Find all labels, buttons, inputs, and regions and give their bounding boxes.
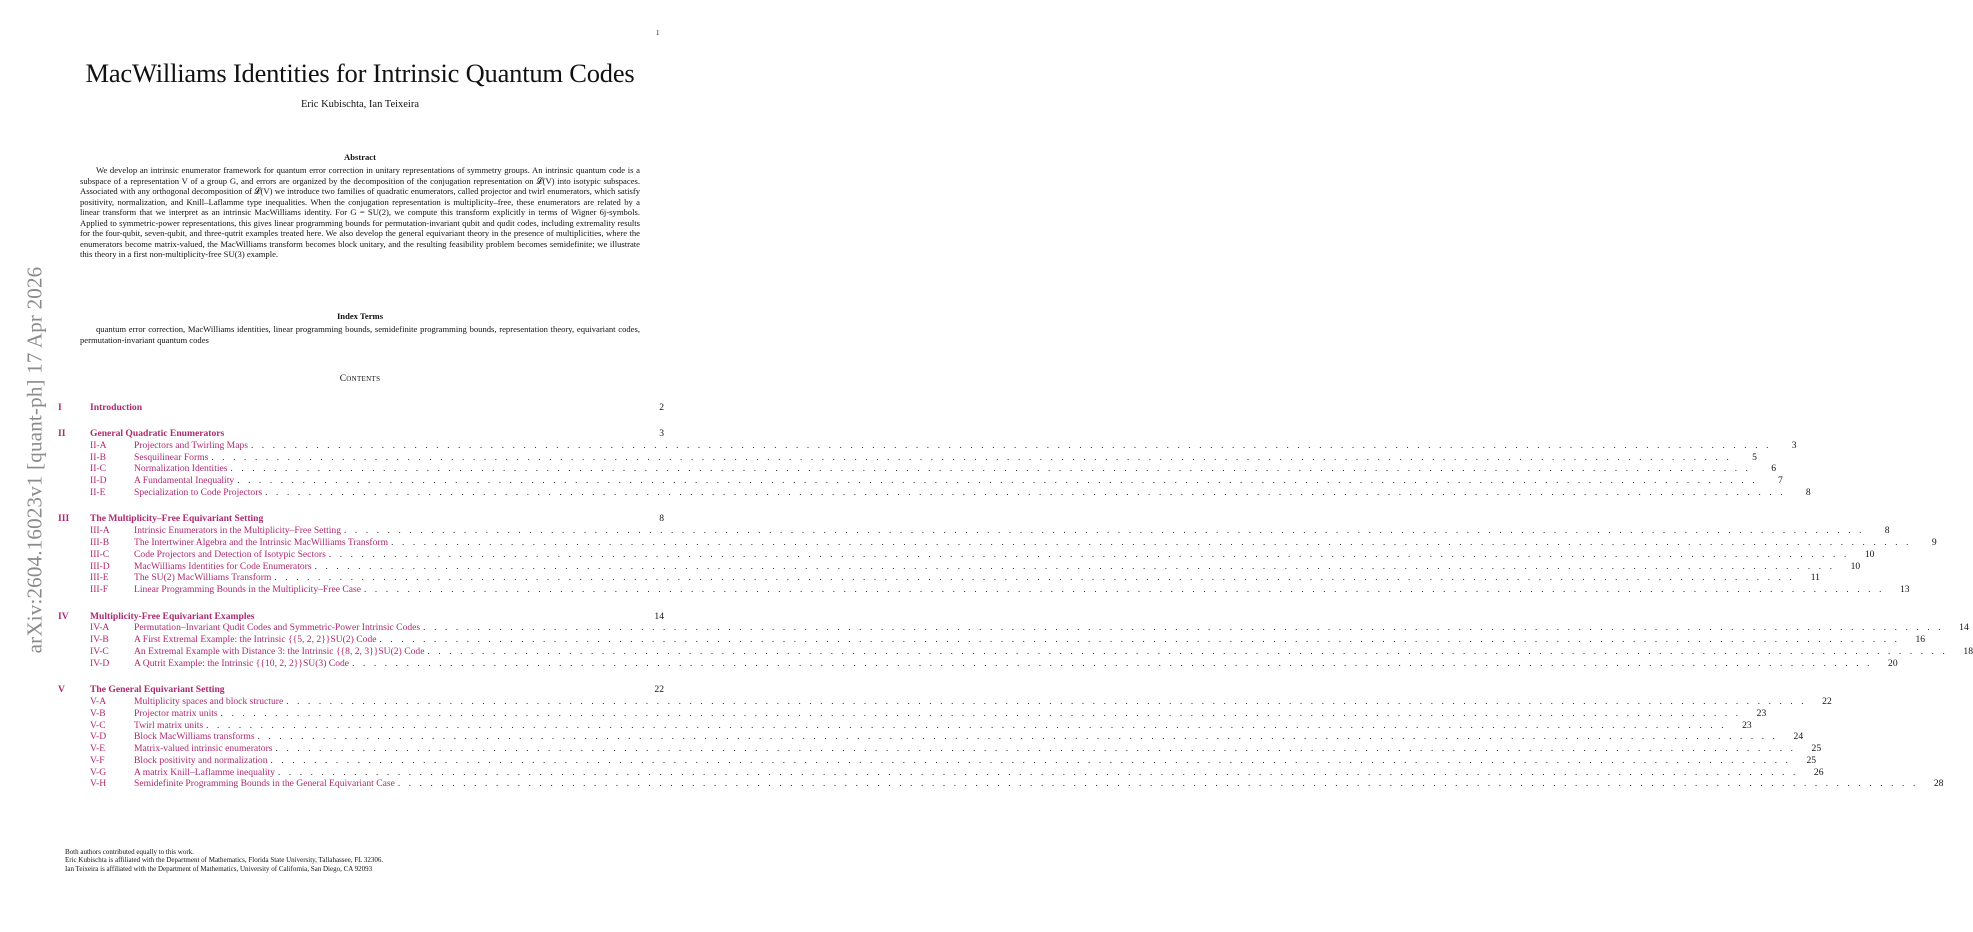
toc-subsection-link[interactable]: An Extremal Example with Distance 3: the Intrinsic {{8, 2, 3}}SU(2) Code <box>134 645 425 657</box>
toc-section-number: I <box>58 401 62 413</box>
toc-section-row[interactable] <box>58 684 664 696</box>
toc-subsection-row[interactable] <box>58 463 1777 475</box>
toc-subsection-number: IV-C <box>90 645 109 657</box>
toc-leader-dots: . . . . . . . . . . . . . . . . . . . . . . . . . . . . . . . . . . . . . . . . . . . . . . . . . . . . . . . . . . . . . . . . . . . . . . . . . . . . . . . . . . . . . . . . . . . . . . . . . . . . . . . . . . . . . . . . . . . . . . . . . . . . . . . . . . . . . . . . . . . . <box>265 486 1786 497</box>
toc-subsection-row[interactable] <box>58 439 1797 452</box>
toc-subsection-link[interactable]: Normalization Identities <box>134 463 228 475</box>
toc-subsection-number: V-C <box>90 719 106 731</box>
toc-subsection-row[interactable] <box>58 475 1783 487</box>
toc-leader-dots: . . . . . . . . . . . . . . . . . . . . . . . . . . . . . . . . . . . . . . . . . . . . . . . . . . . . . . . . . . . . . . . . . . . . . . . . . . . . . . . . . . . . . . . . . . . . . . . . . . . . . . . . . . . . . . . . . . . . . . . . . . . . . . . . . . . . . . . . . . . . <box>275 743 1797 754</box>
toc-subsection-link[interactable]: MacWilliams Identities for Code Enumerators <box>134 560 312 572</box>
toc-subsection-link[interactable]: Specialization to Code Projectors <box>134 486 263 498</box>
toc-page-number: 11 <box>1810 572 1820 584</box>
toc-subsection-number: II-C <box>90 463 106 475</box>
toc-page-number: 10 <box>1850 560 1861 572</box>
toc-subsection-row[interactable] <box>58 560 1861 573</box>
toc-section-link[interactable]: Introduction <box>90 401 143 413</box>
toc-leader-dots: . . . . . . . . . . . . . . . . . . . . . . . . . . . . . . . . . . . . . . . . . . . . . . . . . . . . . . . . . . . . . . . . . . . . . . . . . . . . . . . . . . . . . . . . . . . . . . . . . . . . . . . . . . . . . . . . . . . . . . . . . . . . . . . . . . . . . . . . . . . . <box>314 560 1836 571</box>
toc-subsection-link[interactable]: Linear Programming Bounds in the Multiplicity–Free Case <box>134 584 362 596</box>
toc-page-number: 5 <box>1752 451 1757 463</box>
toc-subsection-number: III-A <box>90 525 110 537</box>
toc-page-number: 10 <box>1864 548 1875 560</box>
toc-page-number: 8 <box>1805 486 1811 498</box>
toc-subsection-row[interactable] <box>58 754 1817 767</box>
toc-page-number: 22 <box>1822 695 1832 707</box>
toc-leader-dots: . . . . . . . . . . . . . . . . . . . . . . . . . . . . . . . . . . . . . . . . . . . . . . . . . . . . . . . . . . . . . . . . . . . . . . . . . . . . . . . . . . . . . . . . . . . . . . . . . . . . . . . . . . . . . . . . . . . . . . . . . . . . . . . . . . . . . . . . . . . . <box>286 695 1807 706</box>
index-terms-text: quantum error correction, MacWilliams identities, linear programming bounds, semidefinite programming bounds, representation theory, equivariant codes, permutation-invariant quantum codes <box>80 324 640 345</box>
paper-title: MacWilliams Identities for Intrinsic Quantum Codes <box>85 58 635 88</box>
toc-subsection-link[interactable]: A First Extremal Example: the Intrinsic {{5, 2, 2}}SU(2) Code <box>134 634 377 646</box>
toc-subsection-number: V-H <box>90 778 107 790</box>
toc-subsection-row[interactable] <box>58 766 1824 779</box>
toc-page-number: 18 <box>1963 645 1973 657</box>
toc-subsection-number: V-F <box>90 754 105 766</box>
toc-subsection-number: V-D <box>90 731 107 743</box>
toc-subsection-number: V-A <box>90 695 107 707</box>
toc-section-link[interactable]: The General Equivariant Setting <box>90 684 225 696</box>
toc-page-number: 28 <box>1933 778 1944 790</box>
toc-leader-dots: . . . . . . . . . . . . . . . . . . . . . . . . . . . . . . . . . . . . . . . . . . . . . . . . . . . . . . . . . . . . . . . . . . . . . . . . . . . . . . . . . . . . . . . . . . . . . . . . . . . . . . . . . . . . . . . . . . . . . . . . . . . . . . . . . . . . . . . . . . . . <box>423 622 1944 633</box>
toc-page-number: 23 <box>1756 707 1767 719</box>
toc-subsection-row[interactable] <box>58 778 1944 790</box>
toc-page-number: 8 <box>1884 525 1890 537</box>
toc-subsection-row[interactable] <box>58 634 1926 646</box>
toc-page-number: 14 <box>654 610 664 622</box>
toc-leader-dots: . . . . . . . . . . . . . . . . . . . . . . . . . . . . . . . . . . . . . . . . . . . . . . . . . . . . . . . . . . . . . . . . . . . . . . . . . . . . . . . . . . . . . . . . . . . . . . . . . . . . . . . . . . . . . . . . . . . . . . . . . . . . . . . . . . . . . . . . . . . . <box>220 707 1742 718</box>
toc-leader-dots: . . . . . . . . . . . . . . . . . . . . . . . . . . . . . . . . . . . . . . . . . . . . . . . . . . . . . . . . . . . . . . . . . . . . . . . . . . . . . . . . . . . . . . . . . . . . . . . . . . . . . . . . . . . . . . . . . . . . . . . . . . . . . . . . . . . . . . . . . . . . <box>206 719 1727 730</box>
toc-page-number: 26 <box>1813 766 1824 778</box>
contents-heading: Contents <box>339 374 381 384</box>
toc-page-number: 22 <box>654 684 664 696</box>
toc-leader-dots: . . . . . . . . . . . . . . . . . . . . . . . . . . . . . . . . . . . . . . . . . . . . . . . . . . . . . . . . . . . . . . . . . . . . . . . . . . . . . . . . . . . . . . . . . . . . . . . . . . . . . . . . . . . . . . . . . . . . . . . . . . . . . . . . . . . . . . . . . . . . <box>274 572 1795 583</box>
toc-subsection-number: II-E <box>90 486 106 498</box>
abstract-heading: Abstract <box>344 152 376 162</box>
toc-leader-dots: . . . . . . . . . . . . . . . . . . . . . . . . . . . . . . . . . . . . . . . . . . . . . . . . . . . . . . . . . . . . . . . . . . . . . . . . . . . . . . . . . . . . . . . . . . . . . . . . . . . . . . . . . . . . . . . . . . . . . . . . . . . . . . . . . . . . . . . . . . . . <box>328 548 1850 559</box>
toc-leader-dots: . . . . . . . . . . . . . . . . . . . . . . . . . . . . . . . . . . . . . . . . . . . . . . . . . . . . . . . . . . . . . . . . . . . . . . . . . . . . . . . . . . . . . . . . . . . . . . . . . . . . . . . . . . . . . . . . . . . . . . . . . . . . . . . . . . . . . . . . . . . . <box>427 645 1949 656</box>
toc-subsection-number: IV-D <box>90 657 110 669</box>
toc-subsection-row[interactable] <box>58 743 1822 755</box>
arxiv-stamp: arXiv:2604.16023v1 [quant-ph] 17 Apr 2026 <box>22 266 47 654</box>
toc-subsection-link[interactable]: Semidefinite Programming Bounds in the General Equivariant Case <box>134 778 395 790</box>
toc-section-row[interactable] <box>58 513 664 525</box>
toc-leader-dots: . . . . . . . . . . . . . . . . . . . . . . . . . . . . . . . . . . . . . . . . . . . . . . . . . . . . . . . . . . . . . . . . . . . . . . . . . . . . . . . . . . . . . . . . . . . . . . . . . . . . . . . . . . . . . . . . . . . . . . . . . . . . . . . . . . . . . . . . . . . . <box>257 731 1779 742</box>
toc-subsection-number: III-E <box>90 572 109 584</box>
toc-subsection-link[interactable]: Twirl matrix units <box>134 719 204 731</box>
toc-subsection-link[interactable]: Code Projectors and Detection of Isotypic Sectors <box>134 548 326 560</box>
footnote-line: Both authors contributed equally to this work. <box>65 848 194 856</box>
toc-subsection-number: III-C <box>90 548 110 560</box>
toc-page-number: 25 <box>1811 743 1822 755</box>
toc-page-number: 20 <box>1888 657 1898 669</box>
toc-section-row[interactable] <box>58 611 664 623</box>
toc-section-number: IV <box>58 610 69 622</box>
toc-subsection-row[interactable] <box>58 548 1875 561</box>
table-of-contents <box>58 398 1973 790</box>
page-number: 1 <box>656 29 660 37</box>
toc-subsection-row[interactable] <box>58 695 1832 708</box>
toc-subsection-number: V-B <box>90 707 106 719</box>
toc-page-number: 16 <box>1915 634 1926 646</box>
toc-gap <box>58 413 664 424</box>
toc-section-number: V <box>58 684 65 696</box>
footnote-line: Eric Kubischta is affiliated with the Department of Mathematics, Florida State University, Tallahassee, FL 32306. <box>65 856 384 865</box>
toc-page-number: 23 <box>1742 719 1752 731</box>
toc-subsection-link[interactable]: A Fundamental Inequality <box>134 475 235 487</box>
toc-section-row[interactable] <box>58 428 664 440</box>
toc-subsection-link[interactable]: Block positivity and normalization <box>134 754 268 766</box>
toc-subsection-row[interactable] <box>58 451 1757 464</box>
toc-subsection-link[interactable]: A Qutrit Example: the Intrinsic {{10, 2, 2}}SU(3) Code <box>134 657 350 669</box>
toc-subsection-row[interactable] <box>58 719 1752 732</box>
toc-leader-dots: . . . . . . . . . . . . . . . . . . . . . . . . . . . . . . . . . . . . . . . . . . . . . . . . . . . . . . . . . . . . . . . . . . . . . . . . . . . . . . . . . . . . . . . . . . . . . . . . . . . . . . . . . . . . . . . . . . . . . . . . . . . . . . . . . . . . . . . . . . . . <box>237 475 1758 486</box>
toc-subsection-number: II-B <box>90 451 106 463</box>
footnotes <box>65 848 655 873</box>
toc-section-number: III <box>58 513 70 525</box>
toc-subsection-row[interactable] <box>58 657 1898 670</box>
toc-page-number: 3 <box>659 427 664 439</box>
toc-subsection-link[interactable]: Intrinsic Enumerators in the Multiplicity–Free Setting <box>134 525 342 537</box>
toc-page-number: 8 <box>659 513 664 525</box>
toc-subsection-number: III-B <box>90 536 110 548</box>
toc-subsection-number: II-D <box>90 475 107 487</box>
toc-section-link[interactable]: The Multiplicity–Free Equivariant Setting <box>90 513 264 525</box>
toc-subsection-row[interactable] <box>58 707 1767 720</box>
toc-gap <box>58 596 664 607</box>
toc-leader-dots: . . . . . . . . . . . . . . . . . . . . . . . . . . . . . . . . . . . . . . . . . . . . . . . . . . . . . . . . . . . . . . . . . . . . . . . . . . . . . . . . . . . . . . . . . . . . . . . . . . . . . . . . . . . . . . . . . . . . . . . . . . . . . . . . . . . . . . . . . . . . <box>211 451 1732 462</box>
toc-subsection-row[interactable] <box>58 486 1811 499</box>
toc-subsection-number: IV-B <box>90 634 109 646</box>
toc-subsection-row[interactable] <box>58 584 1910 596</box>
footnote-line: Ian Teixeira is affiliated with the Department of Mathematics, University of California, San Diego, CA 92093 <box>65 864 373 873</box>
toc-subsection-number: V-E <box>90 743 106 755</box>
toc-gap <box>58 670 664 681</box>
toc-leader-dots: . . . . . . . . . . . . . . . . . . . . . . . . . . . . . . . . . . . . . . . . . . . . . . . . . . . . . . . . . . . . . . . . . . . . . . . . . . . . . . . . . . . . . . . . . . . . . . . . . . . . . . . . . . . . . . . . . . . . . . . . . . . . . . . . . . . . . . . . . . . . <box>251 439 1772 450</box>
toc-leader-dots: . . . . . . . . . . . . . . . . . . . . . . . . . . . . . . . . . . . . . . . . . . . . . . . . . . . . . . . . . . . . . . . . . . . . . . . . . . . . . . . . . . . . . . . . . . . . . . . . . . . . . . . . . . . . . . . . . . . . . . . . . . . . . . . . . . . . . . . . . . . . <box>230 463 1752 474</box>
toc-subsection-link[interactable]: The Intertwiner Algebra and the Intrinsic MacWilliams Transform <box>134 536 389 548</box>
toc-gap <box>58 499 664 510</box>
toc-page-number: 14 <box>1959 622 1969 634</box>
toc-subsection-number: IV-A <box>90 622 110 634</box>
toc-section-row[interactable] <box>58 402 664 414</box>
toc-subsection-link[interactable]: A matrix Knill–Laflamme inequality <box>134 766 275 778</box>
toc-subsection-link[interactable]: Permutation–Invariant Qudit Codes and Symmetric-Power Intrinsic Codes <box>134 622 421 634</box>
toc-subsection-row[interactable] <box>58 645 1973 658</box>
toc-subsection-link[interactable]: The SU(2) MacWilliams Transform <box>134 572 272 584</box>
toc-leader-dots: . . . . . . . . . . . . . . . . . . . . . . . . . . . . . . . . . . . . . . . . . . . . . . . . . . . . . . . . . . . . . . . . . . . . . . . . . . . . . . . . . . . . . . . . . . . . . . . . . . . . . . . . . . . . . . . . . . . . . . . . . . . . . . . . . . . . . . . . . . . . <box>277 766 1799 777</box>
toc-page-number: 25 <box>1806 754 1817 766</box>
toc-subsection-link[interactable]: Projectors and Twirling Maps <box>134 439 248 451</box>
toc-subsection-number: III-D <box>90 560 110 572</box>
toc-section-number: II <box>58 427 66 439</box>
toc-subsection-link[interactable]: Projector matrix units <box>134 707 218 719</box>
paper-authors: Eric Kubischta, Ian Teixeira <box>300 99 420 110</box>
toc-subsection-row[interactable] <box>58 731 1804 743</box>
toc-subsection-row[interactable] <box>58 572 1820 584</box>
toc-subsection-row[interactable] <box>58 525 1890 537</box>
toc-subsection-number: II-A <box>90 439 107 451</box>
toc-subsection-link[interactable]: Sesquilinear Forms <box>134 451 209 463</box>
toc-page-number: 13 <box>1900 584 1910 596</box>
toc-leader-dots: . . . . . . . . . . . . . . . . . . . . . . . . . . . . . . . . . . . . . . . . . . . . . . . . . . . . . . . . . . . . . . . . . . . . . . . . . . . . . . . . . . . . . . . . . . . . . . . . . . . . . . . . . . . . . . . . . . . . . . . . . . . . . . . . . . . . . . . . . . . . <box>379 634 1901 645</box>
toc-leader-dots: . . . . . . . . . . . . . . . . . . . . . . . . . . . . . . . . . . . . . . . . . . . . . . . . . . . . . . . . . . . . . . . . . . . . . . . . . . . . . . . . . . . . . . . . . . . . . . . . . . . . . . . . . . . . . . . . . . . . . . . . . . . . . . . . . . . . . . . . . . . . <box>270 754 1792 765</box>
toc-page-number: 6 <box>1771 463 1777 475</box>
abstract-text: We develop an intrinsic enumerator framework for quantum error correction in unitary representations of symmetry groups. An intrinsic quantum code is a subspace of a representation V of a group G, and errors are organized by the decomposition of the conjugation representation on 𝓛(V) into isotypic subspaces. Associated with any orthogonal decomposition of 𝓛(V) we introduce two families of quadratic enumerators, called projector and twirl enumerators, which satisfy positivity, normalization, and Knill–Laflamme type inequalities. When the conjugation representation is multiplicity–free, these enumerators are related by a linear transform that we interpret as an intrinsic MacWilliams identity. For G = SU(2), we compute this transform explicitly in terms of Wigner 6j-symbols. Applied to symmetric-power representations, this gives linear programming bounds for permutation-invariant qubit and qudit codes, including extremality results for the four-qubit, seven-qubit, and three-qutrit examples treated here. We also develop the general equivariant theory in the presence of multiplicities, where the enumerators become matrix-valued, the MacWilliams transform becomes block unitary, and the resulting feasibility problem becomes semidefinite; we illustrate this theory in a first non-multiplicity-free SU(3) example. <box>80 165 640 260</box>
toc-subsection-row[interactable] <box>58 622 1969 634</box>
toc-section-link[interactable]: Multiplicity-Free Equivariant Examples <box>90 610 255 622</box>
toc-page-number: 9 <box>1931 536 1937 548</box>
toc-subsection-link[interactable]: Matrix-valued intrinsic enumerators <box>134 743 273 755</box>
toc-leader-dots: . . . . . . . . . . . . . . . . . . . . . . . . . . . . . . . . . . . . . . . . . . . . . . . . . . . . . . . . . . . . . . . . . . . . . . . . . . . . . . . . . . . . . . . . . . . . . . . . . . . . . . . . . . . . . . . . . . . . . . . . . . . . . . . . . . . . . . . . . . . . <box>391 536 1912 547</box>
toc-subsection-row[interactable] <box>58 536 1937 549</box>
index-terms-heading: Index Terms <box>336 311 384 321</box>
toc-leader-dots: . . . . . . . . . . . . . . . . . . . . . . . . . . . . . . . . . . . . . . . . . . . . . . . . . . . . . . . . . . . . . . . . . . . . . . . . . . . . . . . . . . . . . . . . . . . . . . . . . . . . . . . . . . . . . . . . . . . . . . . . . . . . . . . . . . . . . . . . . . . . <box>344 525 1865 536</box>
toc-subsection-link[interactable]: Multiplicity spaces and block structure <box>134 695 284 707</box>
toc-section-link[interactable]: General Quadratic Enumerators <box>90 427 225 439</box>
toc-leader-dots: . . . . . . . . . . . . . . . . . . . . . . . . . . . . . . . . . . . . . . . . . . . . . . . . . . . . . . . . . . . . . . . . . . . . . . . . . . . . . . . . . . . . . . . . . . . . . . . . . . . . . . . . . . . . . . . . . . . . . . . . . . . . . . . . . . . . . . . . . . . . <box>397 778 1919 789</box>
toc-leader-dots: . . . . . . . . . . . . . . . . . . . . . . . . . . . . . . . . . . . . . . . . . . . . . . . . . . . . . . . . . . . . . . . . . . . . . . . . . . . . . . . . . . . . . . . . . . . . . . . . . . . . . . . . . . . . . . . . . . . . . . . . . . . . . . . . . . . . . . . . . . . . <box>364 584 1885 595</box>
toc-page-number: 2 <box>659 401 664 413</box>
toc-page-number: 7 <box>1777 475 1783 487</box>
toc-page-number: 3 <box>1791 439 1797 451</box>
toc-subsection-number: V-G <box>90 766 107 778</box>
toc-subsection-link[interactable]: Block MacWilliams transforms <box>134 731 255 743</box>
toc-page-number: 24 <box>1793 731 1804 743</box>
toc-subsection-number: III-F <box>90 584 109 596</box>
toc-leader-dots: . . . . . . . . . . . . . . . . . . . . . . . . . . . . . . . . . . . . . . . . . . . . . . . . . . . . . . . . . . . . . . . . . . . . . . . . . . . . . . . . . . . . . . . . . . . . . . . . . . . . . . . . . . . . . . . . . . . . . . . . . . . . . . . . . . . . . . . . . . . . <box>352 657 1873 668</box>
